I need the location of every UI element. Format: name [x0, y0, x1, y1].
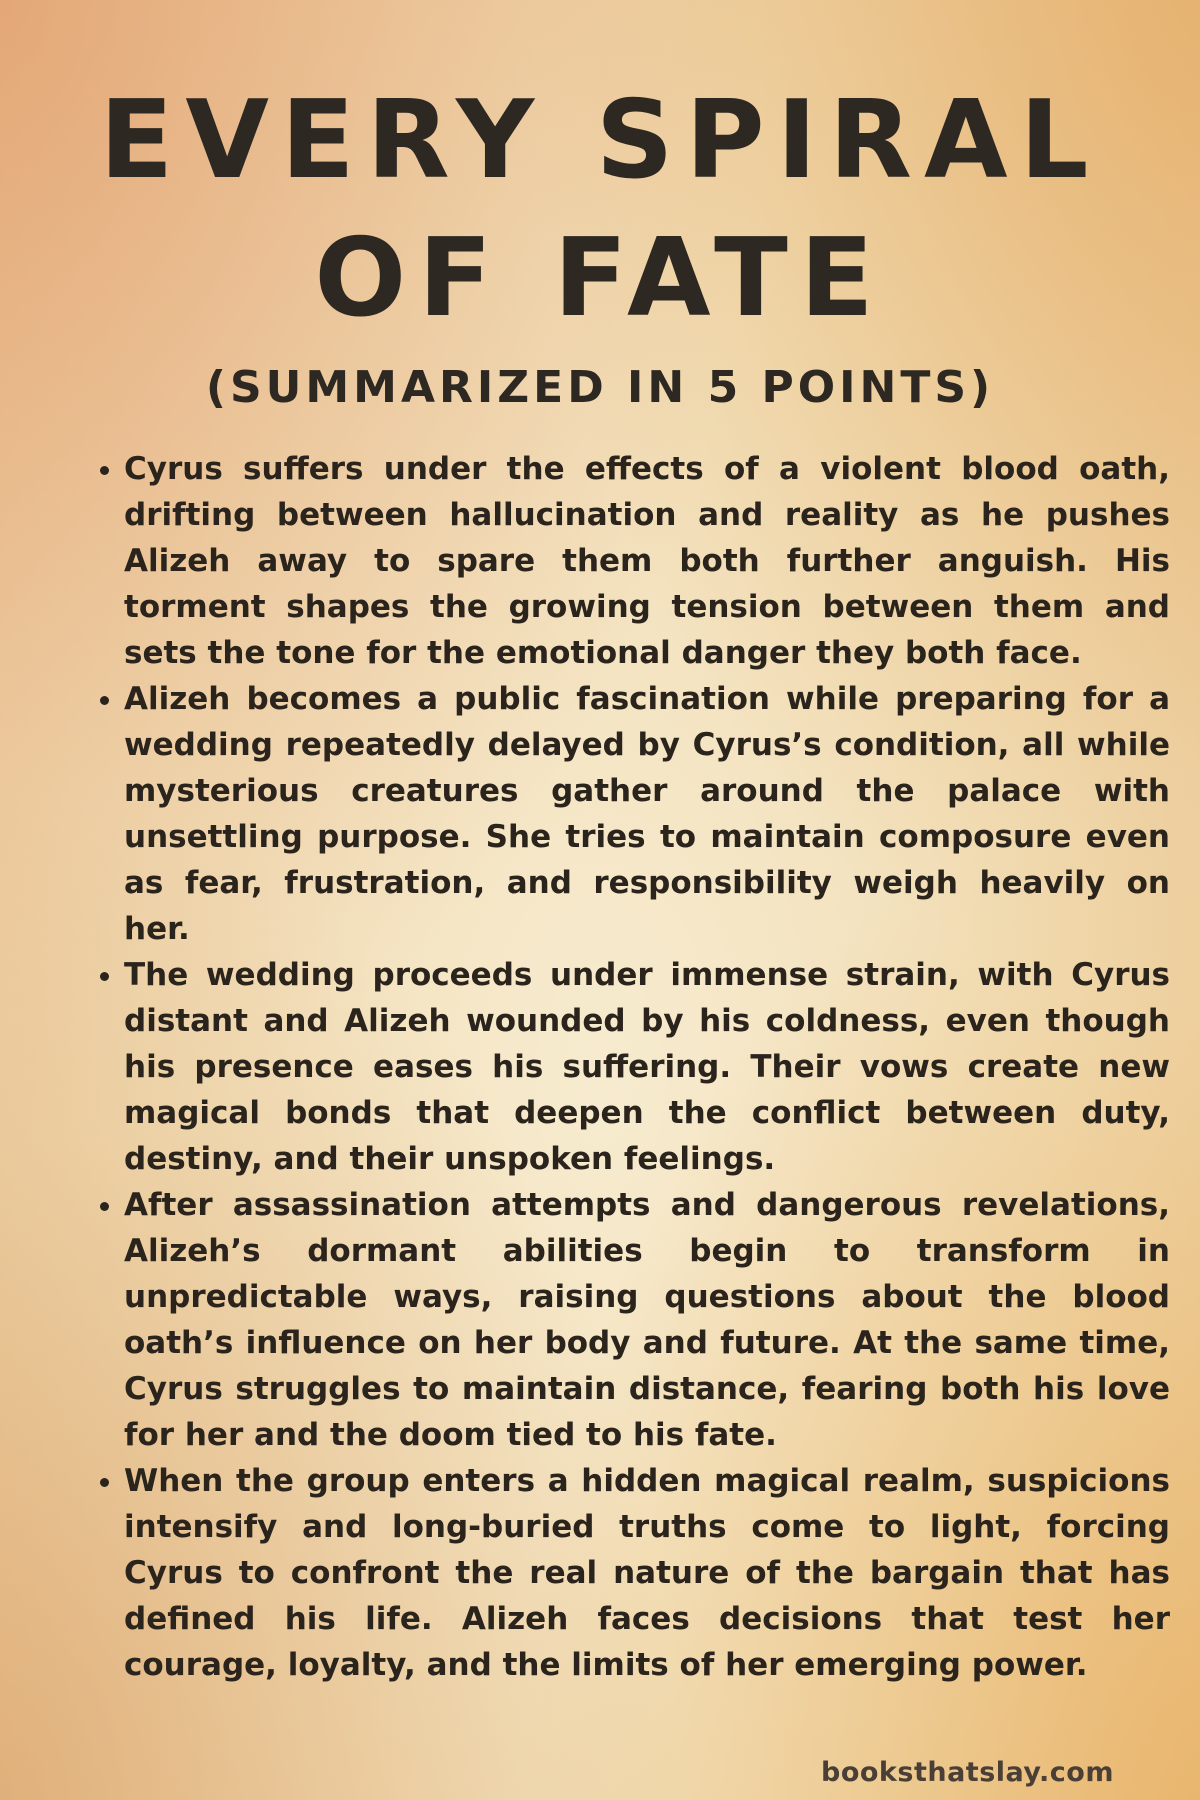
summary-point: • The wedding proceeds under immense strain, with Cyrus distant and Alizeh wounded by his coldness, even though his presence eases his suffering. Their vows create new magical bonds that deepen the conflict between duty, destiny, and their unspoken feelings. — [124, 952, 1170, 1182]
summary-point: • Cyrus suffers under the effects of a violent blood oath, drifting between hallucination and reality as he pushes Alizeh away to spare them both further anguish. His torment shapes the growing tension between them and sets the tone for the emotional danger they both face. — [124, 446, 1170, 676]
summary-point: • When the group enters a hidden magical realm, suspicions intensify and long-buried truths come to light, forcing Cyrus to confront the real nature of the bargain that has defined his life. Alizeh faces decisions that test her courage, loyalty, and the limits of her emerging power. — [124, 1458, 1170, 1688]
website-credit: booksthatslay.com — [821, 1757, 1114, 1788]
subtitle: (SUMMARIZED IN 5 POINTS) — [205, 362, 995, 413]
summary-points-list — [96, 446, 1170, 1688]
book-title: EVERY SPIRAL OF FATE — [99, 78, 1101, 341]
summary-point: • After assassination attempts and dangerous revelations, Alizeh’s dormant abilities begin to transform in unpredictable ways, raising questions about the blood oath’s influence on her body and future. At the same time, Cyrus struggles to maintain distance, fearing both his love for her and the doom tied to his fate. — [124, 1182, 1170, 1458]
summary-point: • Alizeh becomes a public fascination while preparing for a wedding repeatedly delayed by Cyrus’s condition, all while mysterious creatures gather around the palace with unsettling purpose. She tries to maintain composure even as fear, frustration, and responsibility weigh heavily on her. — [124, 676, 1170, 952]
